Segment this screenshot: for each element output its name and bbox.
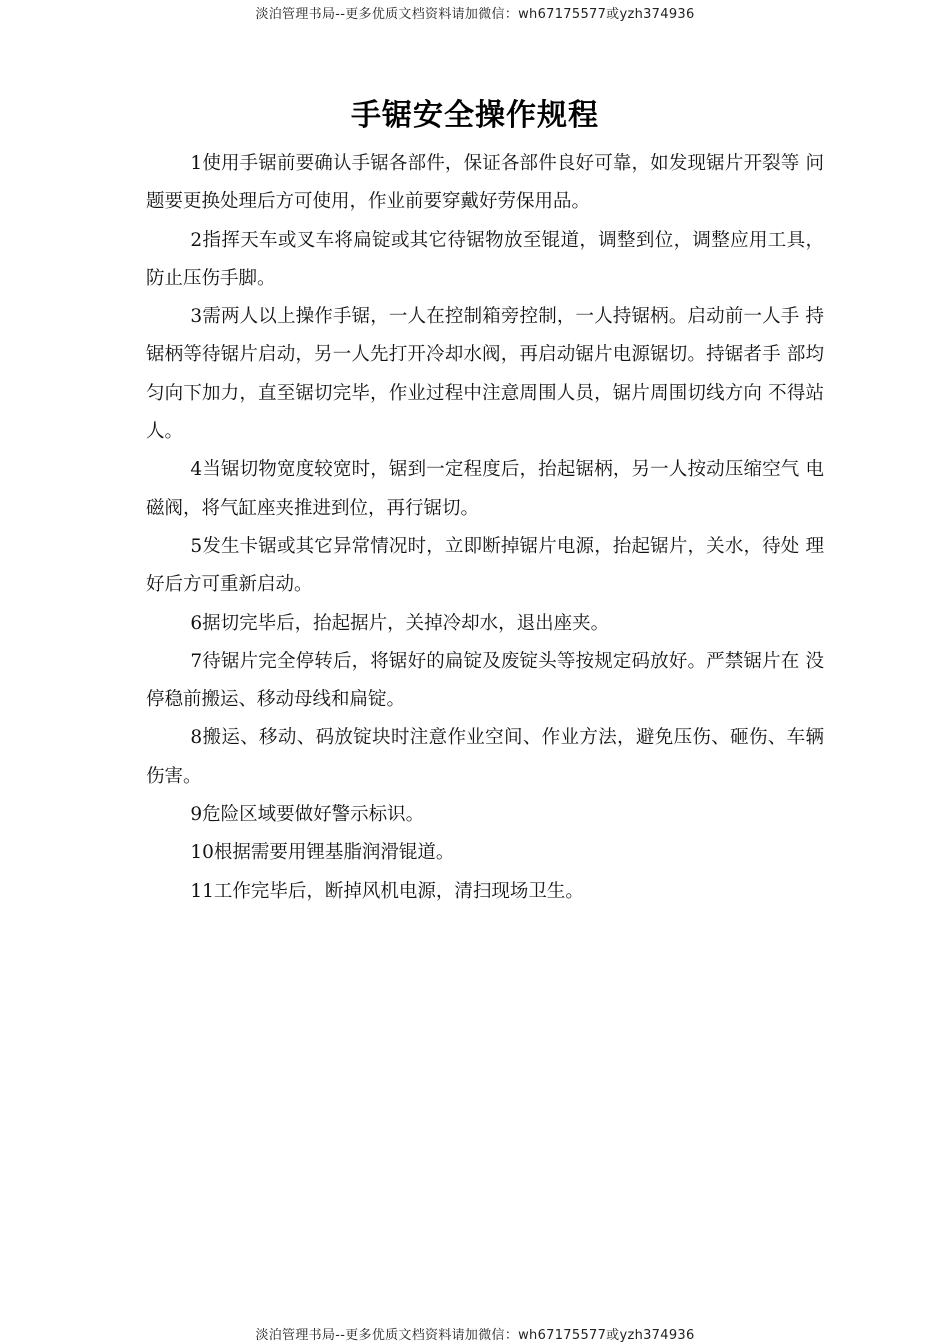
- paragraph-3: 3需两人以上操作手锯，一人在控制箱旁控制，一人持锯柄。启动前一人手 持锯柄等待锯片启动，另一人先打开冷却水阀，再启动锯片电源锯切。持锯者手 部均匀向下加力，直至锯切完毕，作业过程中注意周围人员，锯片周围切线方向 不得站人。: [146, 306, 824, 443]
- document-body: [146, 145, 824, 911]
- paragraph-6: 6据切完毕后，抬起据片，关掉冷却水，退出座夹。: [190, 612, 610, 634]
- paragraph-1: 1使用手锯前要确认手锯各部件，保证各部件良好可靠，如发现锯片开裂等 问题要更换处理后方可使用，作业前要穿戴好劳保用品。: [146, 153, 824, 213]
- footer-watermark: 淡泊管理书局--更多优质文档资料请加微信：wh67175577或yzh374936: [255, 1328, 695, 1343]
- paragraph-4: 4当锯切物宽度较宽时，锯到一定程度后，抬起锯柄，另一人按动压缩空气 电磁阀，将气缸座夹推进到位，再行锯切。: [146, 459, 824, 519]
- paragraph-7: 7待锯片完全停转后，将锯好的扁锭及废锭头等按规定码放好。严禁锯片在 没停稳前搬运、移动母线和扁锭。: [146, 650, 824, 711]
- paragraph-5: 5发生卡锯或其它异常情况时，立即断掉锯片电源，抬起锯片，关水，待处 理好后方可重新启动。: [146, 535, 824, 596]
- paragraph-2: 2指挥天车或叉车将扁锭或其它待锯物放至锟道，调整到位，调整应用工具， 防止压伤手脚。: [146, 229, 824, 289]
- paragraph-10: 10根据需要用锂基脂润滑锟道。: [190, 842, 455, 864]
- paragraph-9: 9危险区域要做好警示标识。: [190, 804, 425, 826]
- document-title: 手锯安全操作规程: [351, 98, 599, 133]
- paragraph-11: 11工作完毕后，断掉风机电源，清扫现场卫生。: [190, 880, 584, 902]
- header-watermark: 淡泊管理书局--更多优质文档资料请加微信：wh67175577或yzh374936: [255, 7, 695, 22]
- paragraph-8: 8搬运、移动、码放锭块时注意作业空间、作业方法，避免压伤、砸伤、车辆伤害。: [146, 727, 824, 787]
